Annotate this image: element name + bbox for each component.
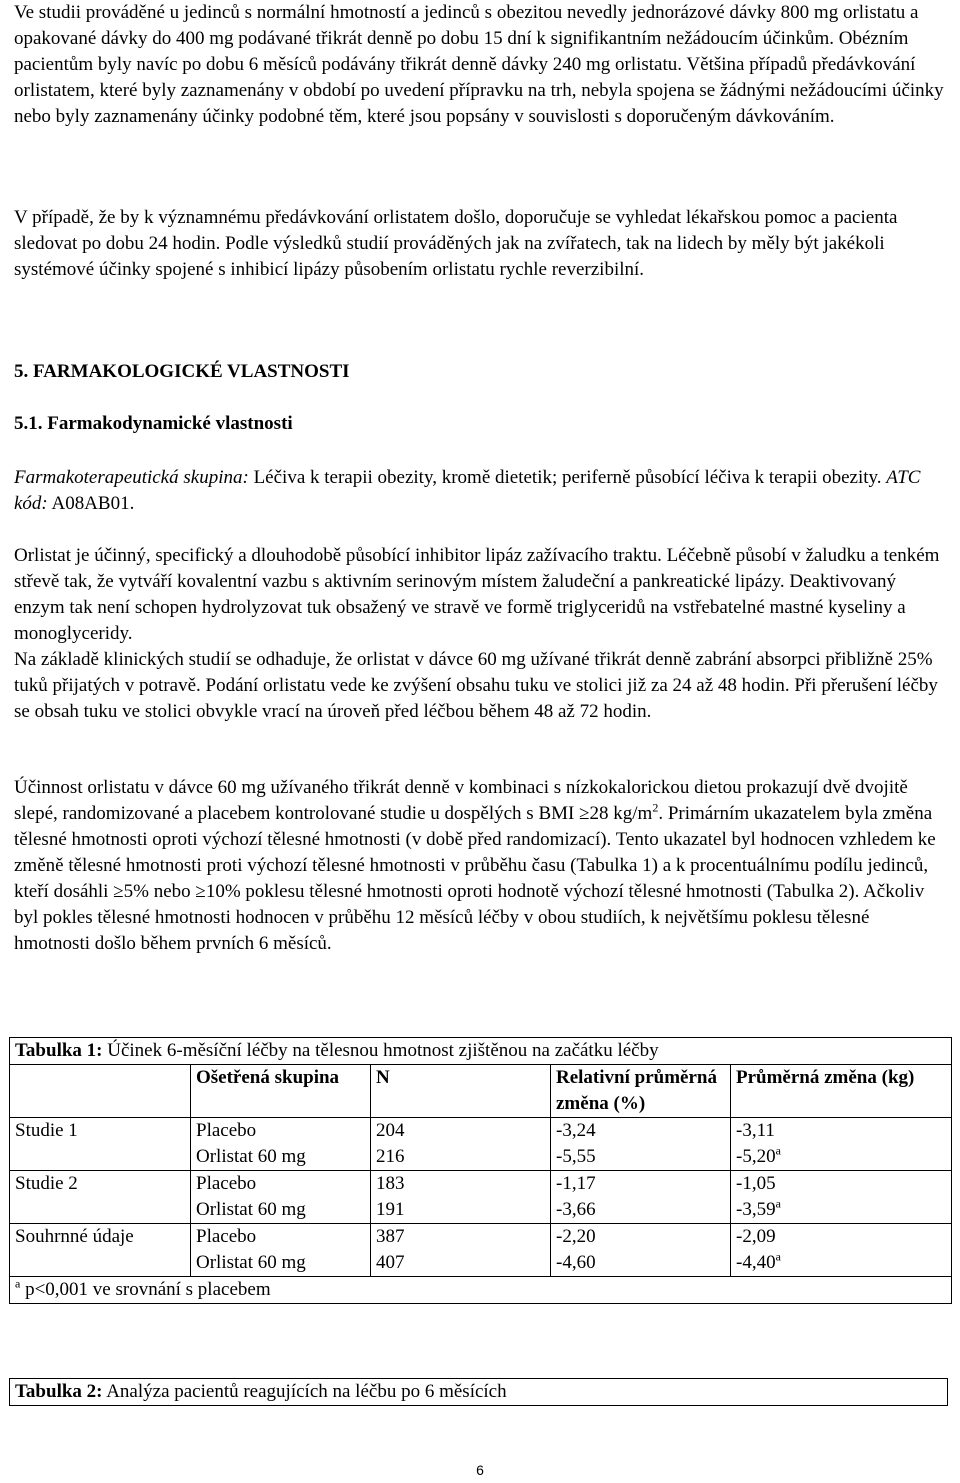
atc-code-value: A08AB01. — [47, 493, 135, 514]
table-1 — [9, 1037, 952, 1304]
efficacy-text-part1: Účinnost orlistatu v dávce 60 mg užívaného třikrát denně v kombinaci s nízkokalorickou dietou prokazují dvě dvojitě slepé, randomizované a placebem kontrolované studie u dospělých s BMI ≥28 kg/m — [14, 777, 908, 824]
page-number: 6 — [476, 1462, 484, 1478]
table-1-header-relative-change: Relativní průměrná změna (%) — [551, 1065, 731, 1118]
table-cell-study: Studie 1 — [10, 1118, 191, 1171]
table-1-header-group: Ošetřená skupina — [191, 1065, 371, 1118]
table-cell-group — [191, 1224, 371, 1277]
section-heading-5: 5. FARMAKOLOGICKÉ VLASTNOSTI — [14, 361, 350, 382]
paragraph-efficacy — [14, 775, 946, 957]
atc-code-label: ATC kód: — [14, 467, 921, 514]
table-cell-study: Studie 2 — [10, 1171, 191, 1224]
footnote-mark: a — [15, 1276, 21, 1291]
kg-placebo: -3,11 — [736, 1120, 775, 1141]
group-placebo: Placebo — [196, 1226, 257, 1247]
table-1-title-text: Účinek 6-měsíční léčby na tělesnou hmotnost zjištěnou na začátku léčby — [102, 1040, 659, 1061]
kg-orlistat: -4,40 — [736, 1252, 776, 1273]
table-cell-relative — [551, 1224, 731, 1277]
kg-orlistat-footnote-mark: a — [775, 1143, 781, 1158]
paragraph-mechanism: Orlistat je účinný, specifický a dlouhodobě působící inhibitor lipáz zažívacího traktu. Léčebně působí v žaludku a tenkém střevě tak, že vytváří kovalentní vazbu s aktivním serinovým místem žaludeční a pankreatické lipázy. Deaktivovaný enzym tak není schopen hydrolyzovat tuk obsažený ve stravě ve formě triglyceridů na vstřebatelné mastné kyseliny a monoglyceridy. — [14, 545, 940, 644]
rel-orlistat: -5,55 — [556, 1146, 596, 1167]
rel-orlistat: -3,66 — [556, 1199, 596, 1220]
table-cell-n — [371, 1171, 551, 1224]
rel-placebo: -1,17 — [556, 1173, 596, 1194]
kg-orlistat: -3,59 — [736, 1199, 776, 1220]
kg-orlistat-wrap — [736, 1144, 951, 1170]
paragraph-pharmacotherapeutic-group — [14, 465, 946, 517]
efficacy-text-part2: . Primárním ukazatelem byla změna tělesné hmotnosti oproti výchozí tělesné hmotnosti (v době před randomizací). Tento ukazatel byl hodnocen vzhledem ke změně tělesné hmotnosti proti výchozí tělesné hmotnosti v průběhu času (Tabulka 1) a k procentuálnímu podílu jedinců, kteří dosáhli ≥5% nebo ≥10% poklesu tělesné hmotnosti oproti hodnotě výchozí tělesné hmotnosti (Tabulka 2). Ačkoliv byl pokles tělesné hmotnosti hodnocen v průběhu 12 měsíců léčby v obou studiích, k největšímu poklesu tělesné hmotnosti došlo během prvních 6 měsíců. — [14, 803, 936, 954]
efficacy-superscript: 2 — [652, 800, 659, 815]
kg-placebo: -2,09 — [736, 1226, 776, 1247]
paragraph-overdose-advice: V případě, že by k významnému předávkování orlistatem došlo, doporučuje se vyhledat lékařskou pomoc a pacienta sledovat po dobu 24 hodin. Podle výsledků studií prováděných jak na zvířatech, tak na lidech by měly být jakékoli systémové účinky spojené s inhibicí lipázy působením orlistatu rychle reverzibilní. — [14, 207, 898, 280]
paragraph-overdose-studies: Ve studii prováděné u jedinců s normální hmotností a jedinců s obezitou nevedly jednorázové dávky 800 mg orlistatu a opakované dávky do 400 mg podávané třikrát denně po dobu 15 dní k signifikantním nežádoucím účinkům. Obézním pacientům byly navíc po dobu 6 měsíců podávány třikrát denně dávky 240 mg orlistatu. Většina případů předávkování orlistatem, které byly zaznamenány v období po uvedení přípravku na trh, nebyla spojena se žádnými nežádoucími účinky nebo byly zaznamenány účinky podobné těm, které jsou popsány v souvislosti s doporučeným dávkováním. — [14, 2, 944, 127]
paragraph-clinical-estimate: Na základě klinických studií se odhaduje, že orlistat v dávce 60 mg užívané třikrát denně zabrání absorpci přibližně 25% tuků přijatých v potravě. Podání orlistatu vede ke zvýšení obsahu tuku ve stolici již za 24 až 48 hodin. Při přerušení léčby se obsah tuku ve stolici obvykle vrací na úroveň před léčbou během 48 až 72 hodin. — [14, 649, 938, 722]
table-cell-kg — [731, 1224, 952, 1277]
pharmacotherapeutic-group-label: Farmakoterapeutická skupina: — [14, 467, 249, 488]
table-1-footnote — [10, 1277, 952, 1304]
section-heading-5-1: 5.1. Farmakodynamické vlastnosti — [14, 413, 293, 434]
table-1-title — [10, 1038, 952, 1065]
kg-orlistat-footnote-mark: a — [775, 1196, 781, 1211]
group-placebo: Placebo — [196, 1173, 257, 1194]
kg-placebo: -1,05 — [736, 1173, 776, 1194]
table-cell-n — [371, 1224, 551, 1277]
rel-orlistat: -4,60 — [556, 1252, 596, 1273]
pharmacotherapeutic-group-text: Léčiva k terapii obezity, kromě dietetik; periferně působící léčiva k terapii obezity. — [248, 467, 887, 488]
table-2-title — [9, 1378, 948, 1406]
table-1-header-n: N — [371, 1065, 551, 1118]
n-orlistat: 191 — [376, 1199, 405, 1220]
table-2-title-label: Tabulka 2: — [15, 1381, 103, 1402]
kg-orlistat-wrap — [736, 1197, 951, 1223]
table-cell-group — [191, 1118, 371, 1171]
table-cell-kg — [731, 1118, 952, 1171]
table-2-title-text: Analýza pacientů reagujících na léčbu po 6 měsících — [102, 1381, 507, 1402]
table-cell-kg — [731, 1171, 952, 1224]
n-placebo: 204 — [376, 1120, 405, 1141]
group-orlistat: Orlistat 60 mg — [196, 1146, 306, 1167]
group-placebo: Placebo — [196, 1120, 257, 1141]
n-orlistat: 407 — [376, 1252, 405, 1273]
group-orlistat: Orlistat 60 mg — [196, 1252, 306, 1273]
kg-orlistat-wrap — [736, 1250, 951, 1276]
group-orlistat: Orlistat 60 mg — [196, 1199, 306, 1220]
table-1-title-label: Tabulka 1: — [15, 1040, 103, 1061]
kg-orlistat: -5,20 — [736, 1146, 776, 1167]
n-placebo: 183 — [376, 1173, 405, 1194]
table-row — [10, 1118, 952, 1171]
table-1-header-mean-change: Průměrná změna (kg) — [731, 1065, 952, 1118]
rel-placebo: -2,20 — [556, 1226, 596, 1247]
table-cell-n — [371, 1118, 551, 1171]
table-cell-relative — [551, 1118, 731, 1171]
rel-placebo: -3,24 — [556, 1120, 596, 1141]
table-cell-group — [191, 1171, 371, 1224]
table-cell-relative — [551, 1171, 731, 1224]
table-row — [10, 1224, 952, 1277]
footnote-text: p<0,001 ve srovnání s placebem — [20, 1279, 271, 1300]
table-cell-study: Souhrnné údaje — [10, 1224, 191, 1277]
table-1-header-empty — [10, 1065, 191, 1118]
n-placebo: 387 — [376, 1226, 405, 1247]
table-row — [10, 1171, 952, 1224]
kg-orlistat-footnote-mark: a — [775, 1249, 781, 1264]
n-orlistat: 216 — [376, 1146, 405, 1167]
